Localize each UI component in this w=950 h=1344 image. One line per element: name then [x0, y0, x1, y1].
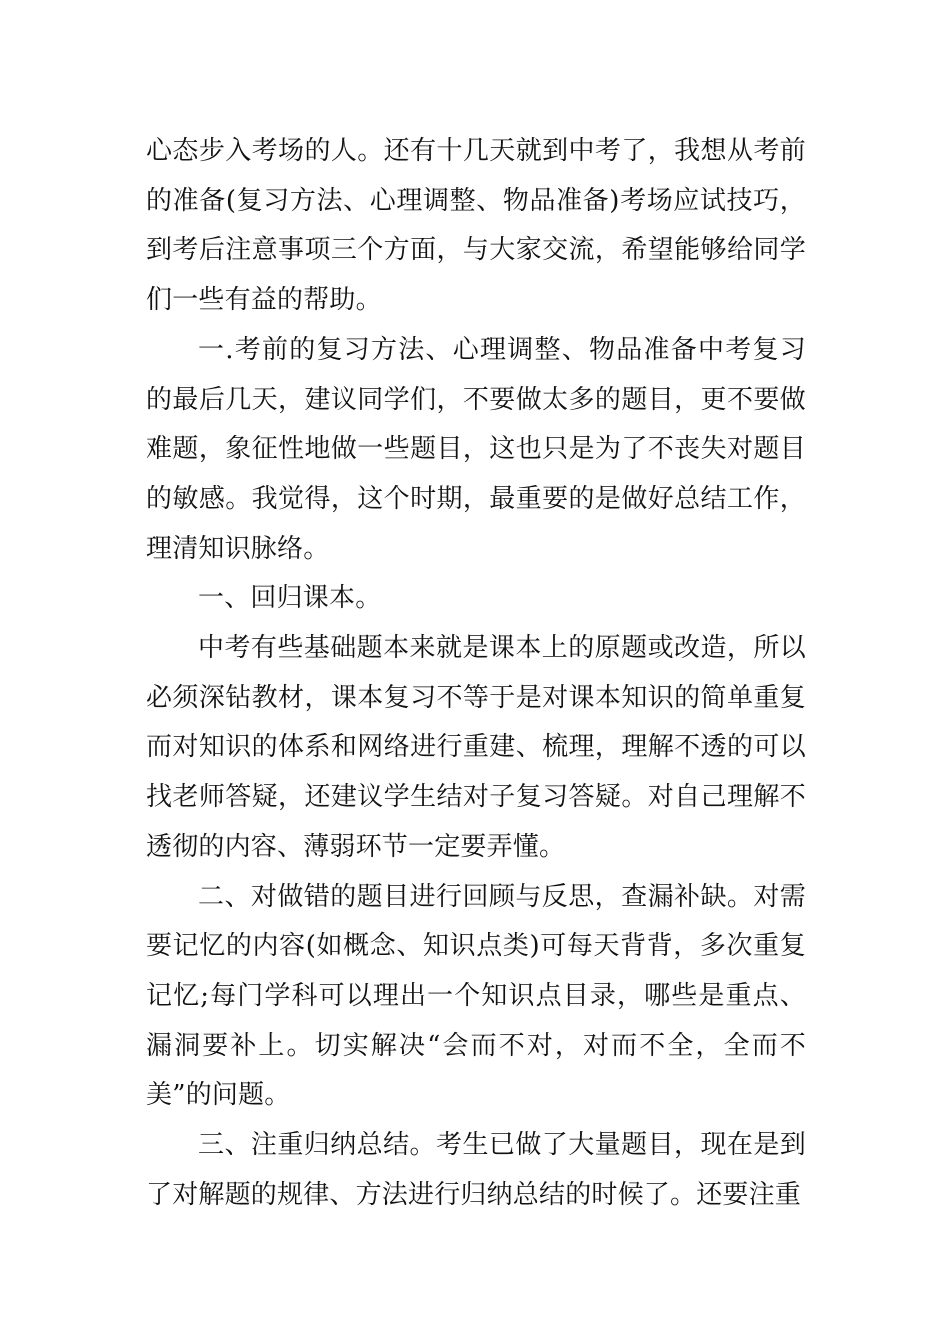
document-body — [146, 127, 806, 1220]
paragraph-2: 一.考前的复习方法、心理调整、物品准备中考复习的最后几天，建议同学们，不要做太多的题目，更不要做难题，象征性地做一些题目，这也只是为了不丧失对题目的敏感。我觉得，这个时期，最重要的是做好总结工作，理清知识脉络。 — [146, 334, 806, 564]
paragraph-3-heading: 一、回归课本。 — [198, 583, 382, 614]
paragraph-6: 三、注重归纳总结。考生已做了大量题目，现在是到了对解题的规律、方法进行归纳总结的时候了。还要注重 — [146, 1130, 806, 1210]
paragraph-1: 心态步入考场的人。还有十几天就到中考了，我想从考前的准备(复习方法、心理调整、物品准备)考场应试技巧，到考后注意事项三个方面，与大家交流，希望能够给同学们一些有益的帮助。 — [146, 136, 806, 316]
paragraph-5: 二、对做错的题目进行回顾与反思，查漏补缺。对需要记忆的内容(如概念、知识点类)可每天背背，多次重复记忆;每门学科可以理出一个知识点目录，哪些是重点、漏洞要补上。切实解决“会而不对，对而不全，全而不美”的问题。 — [146, 881, 806, 1111]
paragraph-4: 中考有些基础题本来就是课本上的原题或改造，所以必须深钻教材，课本复习不等于是对课本知识的简单重复而对知识的体系和网络进行重建、梳理，理解不透的可以找老师答疑，还建议学生结对子复习答疑。对自己理解不透彻的内容、薄弱环节一定要弄懂。 — [146, 633, 806, 862]
